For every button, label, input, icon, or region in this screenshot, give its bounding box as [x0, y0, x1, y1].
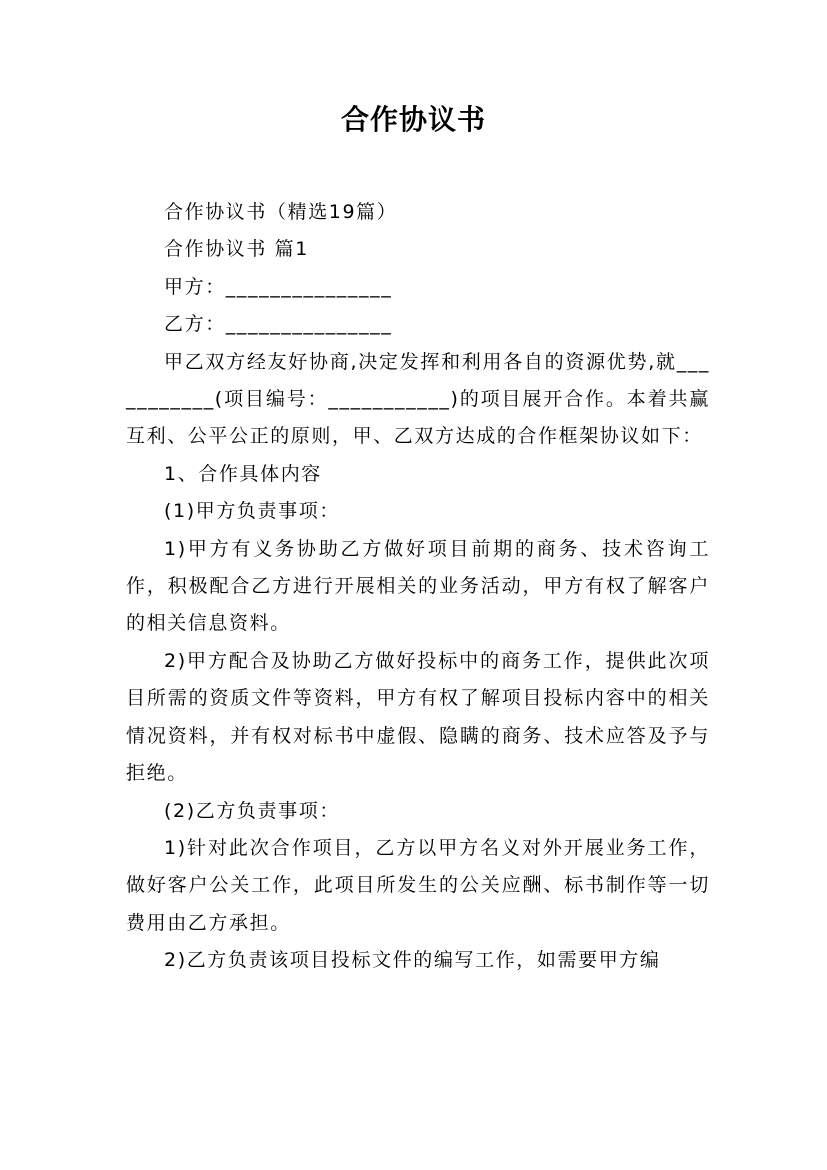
document-body — [126, 194, 710, 980]
party-a-duty-1: 1)甲方有义务协助乙方做好项目前期的商务、技术咨询工作，积极配合乙方进行开展相关的业务活动，甲方有权了解客户的相关信息资料。 — [126, 537, 710, 635]
clause-heading: 1、合作具体内容 — [164, 462, 322, 485]
party-a-duty-2: 2)甲方配合及协助乙方做好投标中的商务工作，提供此次项目所需的资质文件等资料，甲方有权了解项目投标内容中的相关情况资料，并有权对标书中虚假、隐瞒的商务、技术应答及予与拒绝。 — [126, 649, 710, 785]
party-b-line: 乙方：_______________ — [164, 313, 393, 336]
party-b-duty-2: 2)乙方负责该项目投标文件的编写工作，如需要甲方编 — [164, 949, 661, 972]
party-a-duties-heading: (1)甲方负责事项： — [164, 500, 340, 523]
party-b-duties-heading: (2)乙方负责事项： — [164, 799, 340, 822]
subtitle-paragraph: 合作协议书（精选19篇） — [164, 201, 398, 223]
document-title: 合作协议书 — [340, 103, 486, 136]
section-heading: 合作协议书 篇1 — [164, 238, 309, 261]
intro-paragraph: 甲乙双方经友好协商,决定发挥和利用各自的资源优势,就___________(项目编号：___________)的项目展开合作。本着共赢互利、公平公正的原则，甲、乙双方达成的合作框架协议如下： — [126, 350, 710, 448]
party-b-duty-1: 1)针对此次合作项目，乙方以甲方名义对外开展业务工作，做好客户公关工作，此项目所发生的公关应酬、标书制作等一切费用由乙方承担。 — [126, 836, 710, 934]
party-a-line: 甲方：_______________ — [164, 275, 393, 298]
